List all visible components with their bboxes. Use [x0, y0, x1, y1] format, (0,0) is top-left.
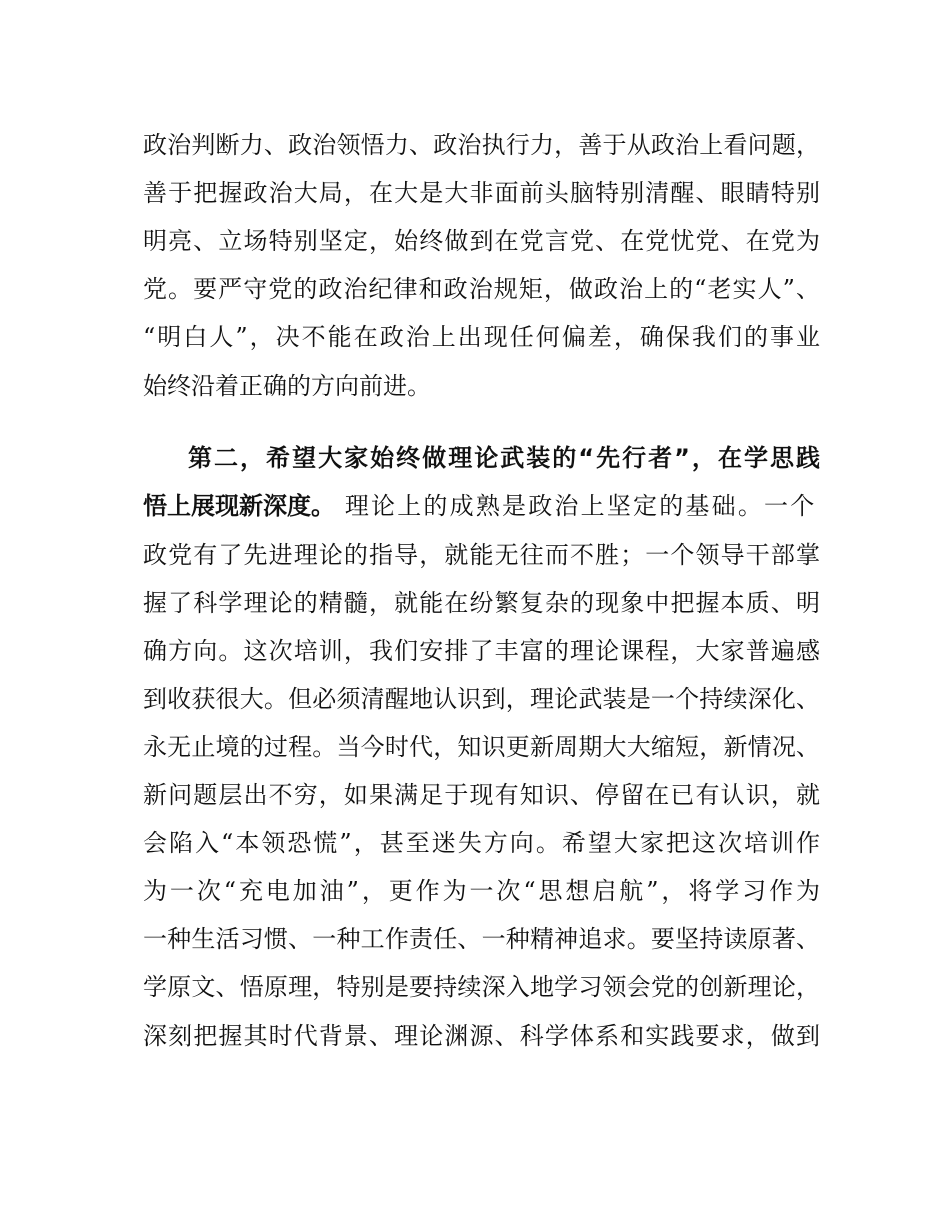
text-line: 政治判断力、政治领悟力、政治执行力，善于从政治上看问题，	[143, 131, 820, 159]
text-line: 确方向。这次培训，我们安排了丰富的理论课程，大家普遍感	[143, 637, 820, 665]
section-heading-end: 悟上展现新深度。	[143, 492, 335, 520]
text-line: 善于把握政治大局，在大是大非面前头脑特别清醒、眼睛特别	[143, 179, 820, 207]
text-line: 永无止境的过程。当今时代，知识更新周期大大缩短，新情况、	[143, 733, 820, 761]
section-heading: 第二，希望大家始终做理论武装的“先行者”，在学思践	[188, 444, 820, 472]
text-line	[143, 489, 820, 523]
text-line: 明亮、立场特别坚定，始终做到在党言党、在党忧党、在党为	[143, 227, 820, 255]
text-line: 一种生活习惯、一种工作责任、一种精神追求。要坚持读原著、	[143, 925, 820, 953]
text-line: 新问题层出不穷，如果满足于现有知识、停留在已有认识，就	[143, 781, 820, 809]
text-line: “明白人”，决不能在政治上出现任何偏差，确保我们的事业	[143, 323, 820, 351]
text-line: 握了科学理论的精髓，就能在纷繁复杂的现象中把握本质、明	[143, 589, 820, 617]
text-span: 理论上的成熟是政治上坚定的基础。一个	[335, 492, 817, 520]
text-line: 为一次“充电加油”，更作为一次“思想启航”，将学习作为	[143, 877, 820, 905]
text-line: 会陷入“本领恐慌”，甚至迷失方向。希望大家把这次培训作	[143, 829, 820, 857]
text-line: 政党有了先进理论的指导，就能无往而不胜；一个领导干部掌	[143, 541, 820, 569]
text-line: 到收获很大。但必须清醒地认识到，理论武装是一个持续深化、	[143, 685, 820, 713]
text-line: 深刻把握其时代背景、理论渊源、科学体系和实践要求，做到	[143, 1022, 820, 1050]
text-line: 学原文、悟原理，特别是要持续深入地学习领会党的创新理论，	[143, 973, 820, 1001]
text-line: 党。要严守党的政治纪律和政治规矩，做政治上的“老实人”、	[143, 275, 820, 303]
text-line: 始终沿着正确的方向前进。	[143, 372, 431, 400]
